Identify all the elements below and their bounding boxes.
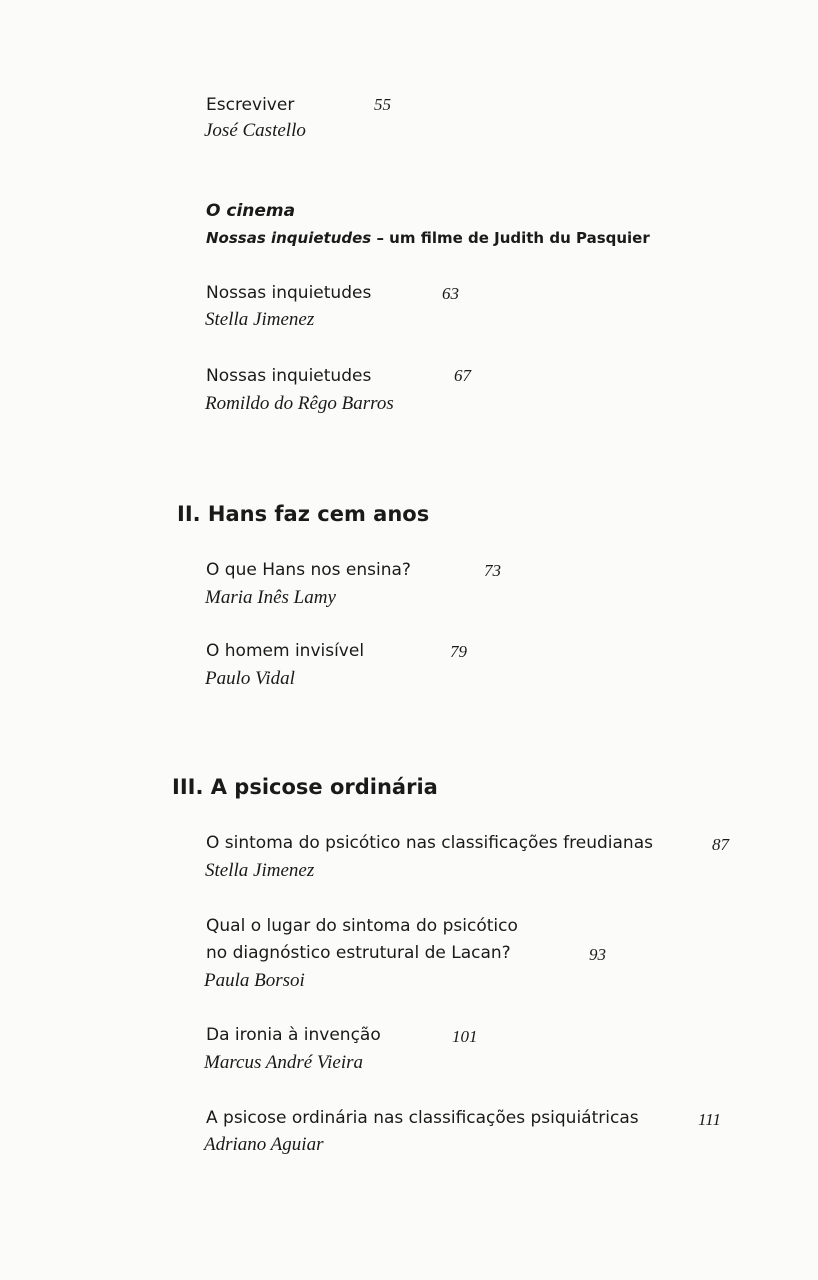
toc-entry-author: Paulo Vidal <box>205 668 295 689</box>
part-heading: II. Hans faz cem anos <box>177 502 430 526</box>
toc-entry-title: Da ironia à invenção <box>206 1025 381 1045</box>
toc-entry-title-line1: Qual o lugar do sintoma do psicótico <box>206 916 518 936</box>
toc-entry-author: Stella Jimenez <box>205 860 315 881</box>
toc-entry-author: Marcus André Vieira <box>204 1052 364 1073</box>
toc-entry-author: Maria Inês Lamy <box>205 587 336 608</box>
toc-entry-page: 111 <box>698 1110 721 1129</box>
toc-entry-page: 87 <box>712 835 729 854</box>
toc-entry-page: 67 <box>454 366 471 385</box>
section-heading: O cinema <box>206 201 296 221</box>
toc-entry-title: O homem invisível <box>206 641 365 661</box>
toc-entry-title: Escreviver <box>206 95 295 115</box>
toc-entry-page: 93 <box>589 945 606 964</box>
toc-entry-page: 55 <box>374 95 391 114</box>
toc-entry-page: 63 <box>442 284 459 303</box>
toc-entry-author: José Castello <box>204 120 306 141</box>
toc-entry-title: O que Hans nos ensina? <box>206 560 411 580</box>
toc-entry-title: Nossas inquietudes <box>206 366 372 386</box>
toc-entry-author: Adriano Aguiar <box>204 1134 324 1155</box>
section-subtitle <box>206 231 650 246</box>
toc-entry-page: 79 <box>450 642 467 661</box>
toc-entry-title: A psicose ordinária nas classificações psiquiátricas <box>206 1108 639 1128</box>
toc-entry-page: 101 <box>452 1027 478 1046</box>
toc-entry-author: Stella Jimenez <box>205 309 315 330</box>
film-subtitle-rest: – um filme de Judith du Pasquier <box>371 229 650 247</box>
toc-entry-title: Nossas inquietudes <box>206 283 372 303</box>
toc-entry-page: 73 <box>484 561 501 580</box>
toc-entry-title: no diagnóstico estrutural de Lacan? <box>206 943 511 963</box>
toc-entry-author: Romildo do Rêgo Barros <box>205 393 394 414</box>
toc-entry-title: O sintoma do psicótico nas classificações freudianas <box>206 833 653 853</box>
part-heading: III. A psicose ordinária <box>172 775 438 799</box>
film-title: Nossas inquietudes <box>206 229 372 247</box>
toc-entry-author: Paula Borsoi <box>204 970 305 991</box>
